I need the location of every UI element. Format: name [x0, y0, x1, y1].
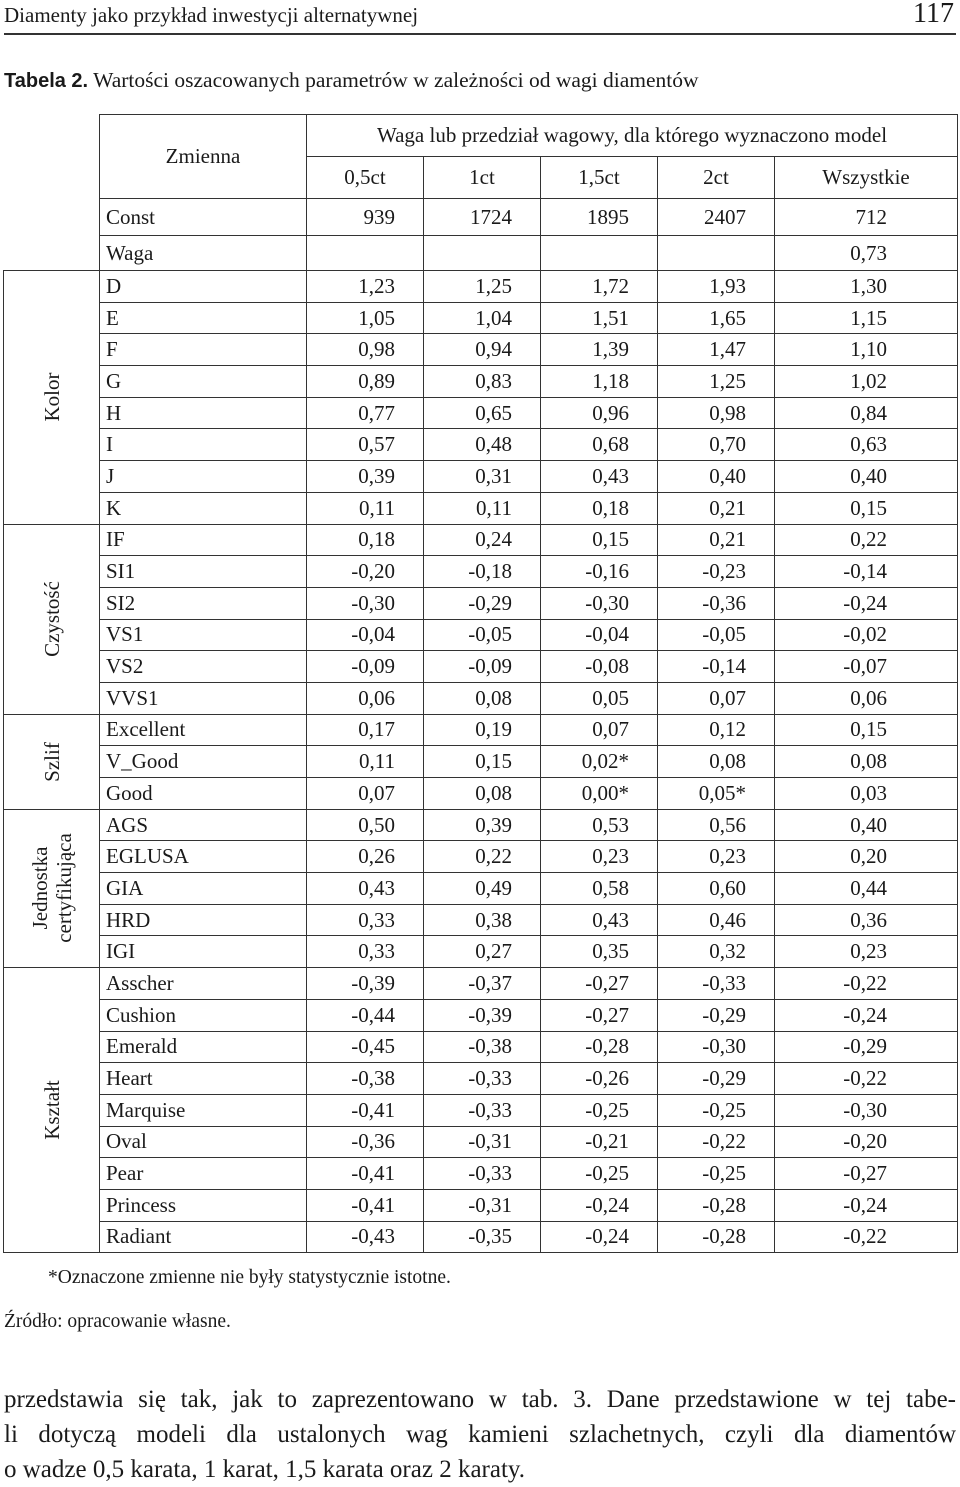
value-cell: 0,60 [658, 873, 775, 905]
value-cell: 0,06 [775, 682, 958, 714]
variable-name: GIA [100, 873, 307, 905]
value-cell: 0,23 [658, 841, 775, 873]
table-row [4, 778, 958, 810]
value-cell: -0,02 [775, 619, 958, 651]
value-cell: 1,65 [658, 302, 775, 334]
table-row [4, 461, 958, 493]
variable-name: Oval [100, 1126, 307, 1158]
table-row [4, 199, 958, 236]
value-cell: -0,33 [424, 1063, 541, 1095]
table-row [4, 334, 958, 366]
value-cell: 0,40 [775, 809, 958, 841]
value-cell: 0,84 [775, 397, 958, 429]
variable-name: D [100, 271, 307, 303]
variable-name: VS2 [100, 651, 307, 683]
table-row [4, 809, 958, 841]
value-cell: -0,04 [307, 619, 424, 651]
value-cell: -0,09 [307, 651, 424, 683]
value-cell: 0,50 [307, 809, 424, 841]
value-cell: 0,22 [775, 524, 958, 556]
value-cell: 0,18 [541, 492, 658, 524]
value-cell: -0,20 [775, 1126, 958, 1158]
table-row [4, 1221, 958, 1253]
value-cell: -0,28 [541, 1031, 658, 1063]
body-line: o wadze 0,5 karata, 1 karat, 1,5 karata oraz 2 karaty. [4, 1456, 526, 1483]
variable-name: G [100, 366, 307, 398]
value-cell: -0,04 [541, 619, 658, 651]
table-row [4, 682, 958, 714]
value-cell: 0,40 [658, 461, 775, 493]
value-cell: 1,72 [541, 271, 658, 303]
variable-name: Princess [100, 1189, 307, 1221]
value-cell: 0,03 [775, 778, 958, 810]
value-cell [424, 236, 541, 271]
variable-name: K [100, 492, 307, 524]
table-row [4, 1094, 958, 1126]
value-cell: 0,33 [307, 936, 424, 968]
weight-group-header: Waga lub przedział wagowy, dla którego wyznaczono model [307, 115, 958, 157]
group-label-szlif [4, 714, 100, 809]
value-cell: 0,32 [658, 936, 775, 968]
value-cell: 0,23 [541, 841, 658, 873]
table-row [4, 1158, 958, 1190]
value-cell: -0,25 [658, 1158, 775, 1190]
table-caption-text: Wartości oszacowanych parametrów w zależności od wagi diamentów [93, 68, 699, 92]
variable-name: Asscher [100, 968, 307, 1000]
value-cell: 1,47 [658, 334, 775, 366]
table-row [4, 492, 958, 524]
variable-name: V_Good [100, 746, 307, 778]
body-line: li dotyczą modeli dla ustalonych wag kamieni szlachetnych, czyli dla diamentów [4, 1421, 956, 1448]
group-label-text: Kolor [39, 372, 64, 422]
value-cell: 1,15 [775, 302, 958, 334]
body-line: przedstawia się tak, jak to zaprezentowano w tab. 3. Dane przedstawione w tej tabe- [4, 1386, 956, 1413]
value-cell: -0,22 [775, 1063, 958, 1095]
table-caption [4, 66, 699, 95]
variable-name: SI1 [100, 556, 307, 588]
column-header: Wszystkie [775, 157, 958, 199]
variable-name: Heart [100, 1063, 307, 1095]
footnote: *Oznaczone zmienne nie były statystycznie istotne. [48, 1267, 451, 1288]
value-cell [541, 236, 658, 271]
value-cell: 1,18 [541, 366, 658, 398]
value-cell: 0,11 [307, 746, 424, 778]
value-cell: -0,36 [307, 1126, 424, 1158]
variable-name: I [100, 429, 307, 461]
value-cell: 0,73 [775, 236, 958, 271]
table-row [4, 904, 958, 936]
variable-name: IGI [100, 936, 307, 968]
value-cell: 1,39 [541, 334, 658, 366]
value-cell: 0,12 [658, 714, 775, 746]
table-row [4, 587, 958, 619]
group-label-text: Czystość [39, 581, 64, 657]
table-row [4, 1031, 958, 1063]
table-row [4, 397, 958, 429]
table-row [4, 651, 958, 683]
value-cell: -0,41 [307, 1158, 424, 1190]
column-header: 2ct [658, 157, 775, 199]
parameters-table [3, 114, 958, 1253]
value-cell: -0,21 [541, 1126, 658, 1158]
value-cell: 0,40 [775, 461, 958, 493]
value-cell: 0,02* [541, 746, 658, 778]
value-cell: -0,25 [658, 1094, 775, 1126]
value-cell: 939 [307, 199, 424, 236]
table-row [4, 556, 958, 588]
table-row [4, 936, 958, 968]
value-cell: 712 [775, 199, 958, 236]
group-label-line: Jednostka [27, 847, 52, 930]
value-cell: -0,24 [541, 1189, 658, 1221]
value-cell: 0,31 [424, 461, 541, 493]
value-cell: -0,27 [541, 968, 658, 1000]
value-cell: 0,15 [424, 746, 541, 778]
value-cell: 1,04 [424, 302, 541, 334]
table-row [4, 1063, 958, 1095]
variable-name: Const [100, 199, 307, 236]
variable-name: J [100, 461, 307, 493]
table-row [4, 524, 958, 556]
value-cell: -0,30 [775, 1094, 958, 1126]
variable-name: Marquise [100, 1094, 307, 1126]
value-cell: -0,07 [775, 651, 958, 683]
value-cell: 0,39 [424, 809, 541, 841]
value-cell: 0,36 [775, 904, 958, 936]
value-cell: 0,63 [775, 429, 958, 461]
value-cell: 0,08 [424, 778, 541, 810]
value-cell: 0,49 [424, 873, 541, 905]
table-row [4, 968, 958, 1000]
table-row [4, 746, 958, 778]
value-cell: 0,33 [307, 904, 424, 936]
table-row [4, 873, 958, 905]
value-cell: -0,27 [775, 1158, 958, 1190]
column-header: 1,5ct [541, 157, 658, 199]
group-label-text: Kształt [39, 1080, 64, 1140]
value-cell: 0,53 [541, 809, 658, 841]
variable-name: Excellent [100, 714, 307, 746]
value-cell: -0,33 [424, 1094, 541, 1126]
running-header [4, 0, 956, 35]
value-cell: 0,43 [307, 873, 424, 905]
value-cell: 1,05 [307, 302, 424, 334]
value-cell: -0,05 [658, 619, 775, 651]
value-cell: -0,37 [424, 968, 541, 1000]
value-cell: 1,25 [658, 366, 775, 398]
value-cell: 0,27 [424, 936, 541, 968]
table-row [4, 366, 958, 398]
value-cell: -0,30 [541, 587, 658, 619]
page-number: 117 [913, 0, 954, 29]
variable-name: Pear [100, 1158, 307, 1190]
value-cell: 0,07 [658, 682, 775, 714]
group-label-line: certyfikująca [51, 833, 76, 944]
value-cell: -0,28 [658, 1221, 775, 1253]
value-cell: -0,14 [658, 651, 775, 683]
value-cell: 0,26 [307, 841, 424, 873]
value-cell: 0,98 [307, 334, 424, 366]
value-cell: 1,30 [775, 271, 958, 303]
value-cell: 0,11 [424, 492, 541, 524]
value-cell: -0,38 [424, 1031, 541, 1063]
value-cell: 0,46 [658, 904, 775, 936]
value-cell: -0,33 [658, 968, 775, 1000]
value-cell: -0,22 [658, 1126, 775, 1158]
value-cell: 0,08 [424, 682, 541, 714]
value-cell: 1895 [541, 199, 658, 236]
source-note: Źródło: opracowanie własne. [4, 1311, 231, 1332]
variable-name: Waga [100, 236, 307, 271]
value-cell: 0,77 [307, 397, 424, 429]
value-cell: -0,45 [307, 1031, 424, 1063]
value-cell: -0,24 [775, 999, 958, 1031]
value-cell: -0,25 [541, 1158, 658, 1190]
value-cell: 1,02 [775, 366, 958, 398]
running-title: Diamenty jako przykład inwestycji alternatywnej [4, 3, 419, 27]
value-cell: 1724 [424, 199, 541, 236]
corner-cell [4, 115, 100, 199]
variable-header: Zmienna [100, 115, 307, 199]
value-cell: -0,39 [307, 968, 424, 1000]
variable-name: VVS1 [100, 682, 307, 714]
value-cell: -0,20 [307, 556, 424, 588]
value-cell: -0,14 [775, 556, 958, 588]
value-cell: 0,05* [658, 778, 775, 810]
value-cell: 0,68 [541, 429, 658, 461]
value-cell: -0,30 [307, 587, 424, 619]
value-cell: 2407 [658, 199, 775, 236]
value-cell: -0,31 [424, 1126, 541, 1158]
column-header: 1ct [424, 157, 541, 199]
variable-name: EGLUSA [100, 841, 307, 873]
value-cell: 0,44 [775, 873, 958, 905]
value-cell: -0,28 [658, 1189, 775, 1221]
value-cell: -0,39 [424, 999, 541, 1031]
group-label-czystosc [4, 524, 100, 714]
group-label-text: Szlif [39, 741, 64, 782]
value-cell: 0,38 [424, 904, 541, 936]
value-cell: -0,43 [307, 1221, 424, 1253]
value-cell: -0,41 [307, 1094, 424, 1126]
value-cell: -0,29 [658, 999, 775, 1031]
value-cell: 0,98 [658, 397, 775, 429]
value-cell: 1,93 [658, 271, 775, 303]
value-cell: -0,16 [541, 556, 658, 588]
value-cell: 0,65 [424, 397, 541, 429]
value-cell: 0,94 [424, 334, 541, 366]
group-label-kolor [4, 271, 100, 525]
value-cell: 0,43 [541, 461, 658, 493]
variable-name: HRD [100, 904, 307, 936]
value-cell: -0,36 [658, 587, 775, 619]
value-cell: -0,18 [424, 556, 541, 588]
value-cell: 1,23 [307, 271, 424, 303]
value-cell: -0,08 [541, 651, 658, 683]
value-cell: 0,17 [307, 714, 424, 746]
value-cell: 0,15 [775, 492, 958, 524]
table-caption-label: Tabela 2. [4, 70, 89, 92]
table-row [4, 1126, 958, 1158]
value-cell: -0,29 [775, 1031, 958, 1063]
value-cell: -0,38 [307, 1063, 424, 1095]
table-row [4, 1189, 958, 1221]
table-row [4, 271, 958, 303]
table-row [4, 302, 958, 334]
table-row [4, 714, 958, 746]
value-cell: 0,18 [307, 524, 424, 556]
value-cell: -0,30 [658, 1031, 775, 1063]
value-cell: -0,29 [658, 1063, 775, 1095]
value-cell: -0,24 [541, 1221, 658, 1253]
blank-group-cell [4, 236, 100, 271]
value-cell: -0,22 [775, 1221, 958, 1253]
value-cell: 0,70 [658, 429, 775, 461]
value-cell: 0,08 [775, 746, 958, 778]
column-header: 0,5ct [307, 157, 424, 199]
value-cell: 0,43 [541, 904, 658, 936]
value-cell [307, 236, 424, 271]
value-cell: 0,48 [424, 429, 541, 461]
table-row [4, 236, 958, 271]
variable-name: SI2 [100, 587, 307, 619]
value-cell: 1,25 [424, 271, 541, 303]
group-label-ksztalt [4, 968, 100, 1253]
value-cell: 0,15 [775, 714, 958, 746]
group-label-text [28, 834, 76, 944]
value-cell: -0,44 [307, 999, 424, 1031]
value-cell: -0,35 [424, 1221, 541, 1253]
value-cell: 0,24 [424, 524, 541, 556]
value-cell: 0,08 [658, 746, 775, 778]
value-cell: 0,23 [775, 936, 958, 968]
value-cell: 0,07 [541, 714, 658, 746]
variable-name: AGS [100, 809, 307, 841]
blank-group-cell [4, 199, 100, 236]
variable-name: Radiant [100, 1221, 307, 1253]
value-cell: 0,20 [775, 841, 958, 873]
value-cell: 0,05 [541, 682, 658, 714]
value-cell: -0,29 [424, 587, 541, 619]
value-cell: -0,26 [541, 1063, 658, 1095]
value-cell: 0,19 [424, 714, 541, 746]
value-cell: 0,58 [541, 873, 658, 905]
value-cell: -0,41 [307, 1189, 424, 1221]
variable-name: Emerald [100, 1031, 307, 1063]
value-cell: -0,24 [775, 1189, 958, 1221]
table-row [4, 429, 958, 461]
table-body [4, 199, 958, 1253]
value-cell: -0,09 [424, 651, 541, 683]
group-label-jednostka [4, 809, 100, 967]
value-cell: -0,22 [775, 968, 958, 1000]
table-row [4, 619, 958, 651]
variable-name: Cushion [100, 999, 307, 1031]
value-cell: 0,39 [307, 461, 424, 493]
table-row [4, 841, 958, 873]
value-cell: 1,51 [541, 302, 658, 334]
value-cell: 0,00* [541, 778, 658, 810]
value-cell: -0,23 [658, 556, 775, 588]
value-cell: 0,07 [307, 778, 424, 810]
value-cell: 0,57 [307, 429, 424, 461]
value-cell: -0,05 [424, 619, 541, 651]
value-cell: 0,35 [541, 936, 658, 968]
value-cell: -0,25 [541, 1094, 658, 1126]
value-cell: -0,27 [541, 999, 658, 1031]
value-cell: -0,24 [775, 587, 958, 619]
variable-name: E [100, 302, 307, 334]
value-cell: -0,31 [424, 1189, 541, 1221]
value-cell: 0,15 [541, 524, 658, 556]
value-cell: 0,56 [658, 809, 775, 841]
variable-name: F [100, 334, 307, 366]
value-cell: 0,96 [541, 397, 658, 429]
value-cell [658, 236, 775, 271]
value-cell: 0,83 [424, 366, 541, 398]
table-row [4, 999, 958, 1031]
variable-name: VS1 [100, 619, 307, 651]
value-cell: -0,33 [424, 1158, 541, 1190]
variable-name: H [100, 397, 307, 429]
body-paragraph [4, 1382, 956, 1487]
value-cell: 0,21 [658, 492, 775, 524]
value-cell: 0,22 [424, 841, 541, 873]
value-cell: 0,06 [307, 682, 424, 714]
value-cell: 1,10 [775, 334, 958, 366]
variable-name: Good [100, 778, 307, 810]
value-cell: 0,11 [307, 492, 424, 524]
variable-name: IF [100, 524, 307, 556]
value-cell: 0,89 [307, 366, 424, 398]
value-cell: 0,21 [658, 524, 775, 556]
